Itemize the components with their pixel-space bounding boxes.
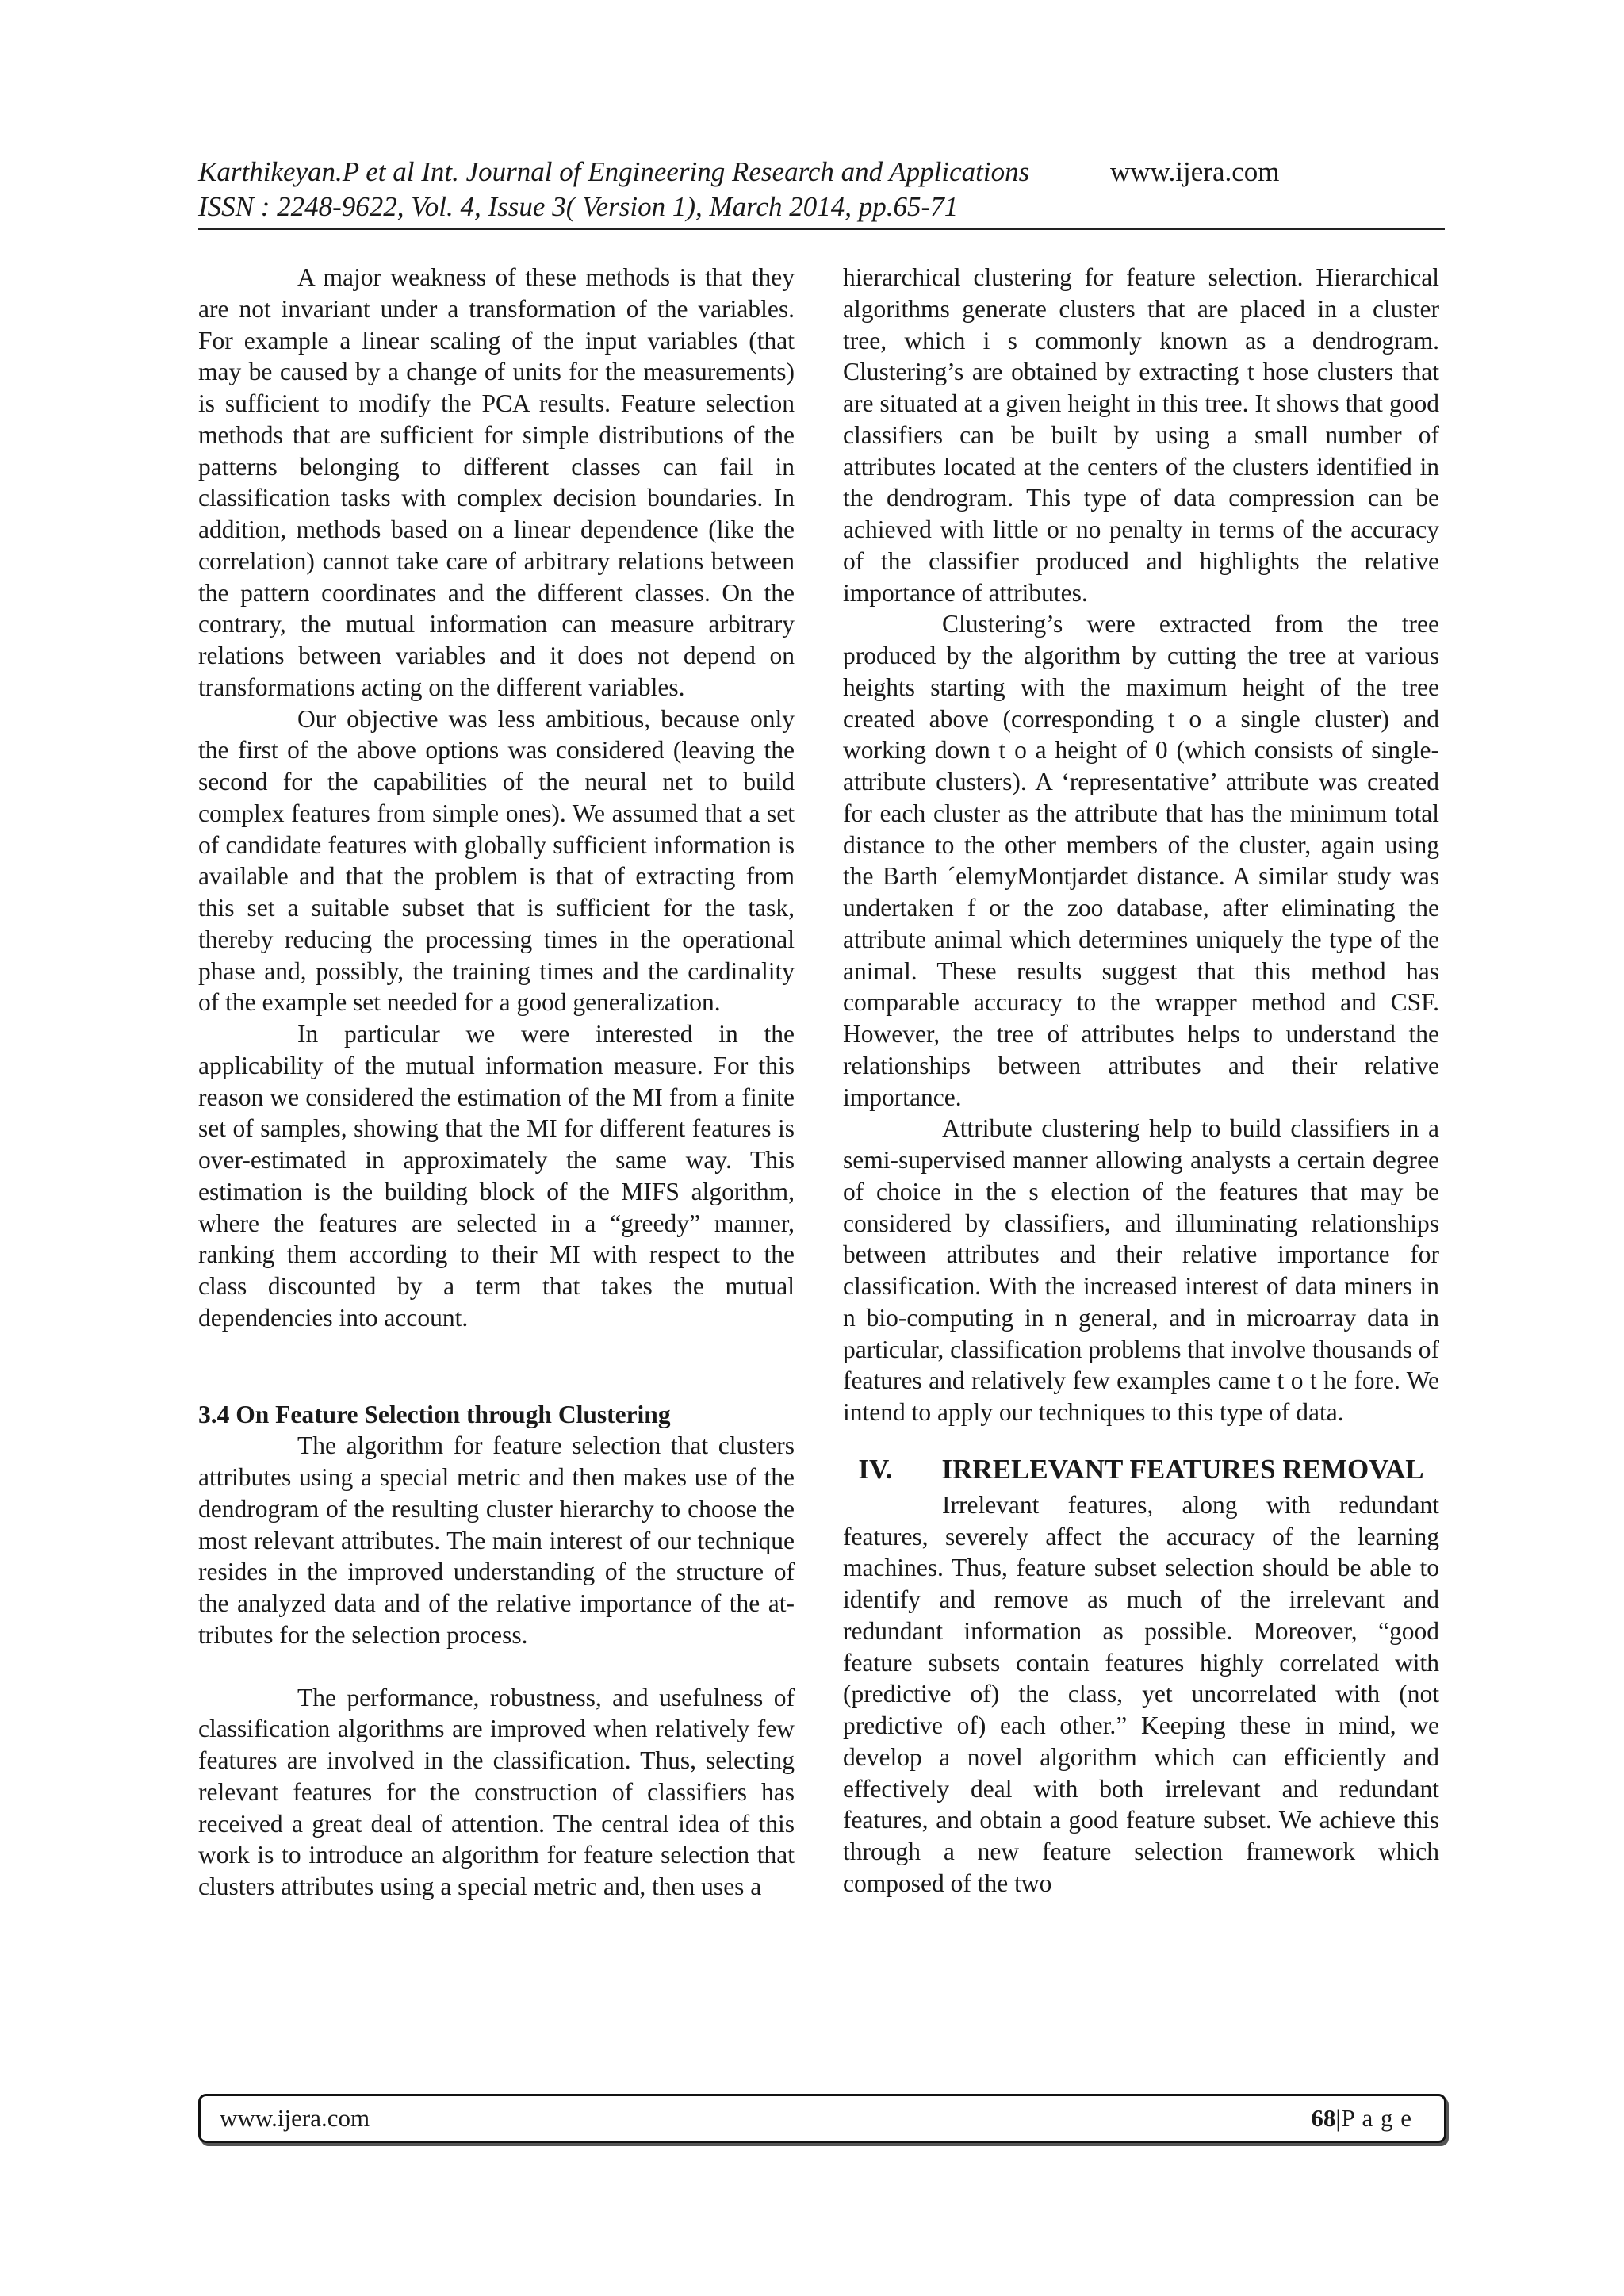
paragraph: Clustering’s were extracted from the tree produced by the algorithm by cutting the tree at various heights starting with the maximum height of the tree created above (corresponding t o a single cluster) and working down t o a height of 0 (which consists of single-attribute clusters). A ‘representative’ attribute was created for each cluster as the attribute that has the minimum total distance to the other members of the cluster, again using the Barth ´elemyMontjardet distance. A similar study was undertaken f or the zoo database, after eliminating the attribute animal which determines uniquely the type of the animal. These results suggest that this method has comparable accuracy to the wrapper method and CSF. However, the tree of attributes helps to understand the relationships between attributes and their relative importance. bbox=[843, 610, 1439, 1111]
spacer bbox=[198, 1334, 795, 1399]
header-divider bbox=[198, 228, 1445, 230]
spacer bbox=[198, 1651, 795, 1682]
paragraph: hierarchical clustering for feature selection. Hierarchical algorithms generate clusters that are placed in a cluster tree, which i s commonly known as a dendrogram. Clustering’s are obtained by extracting t hose clusters that are situated at a given height in this tree. It shows that good classifiers can be built by using a small number of attributes located at the centers of the clusters identified in the dendrogram. This type of data compression can be achieved with little or no penalty in terms of the accuracy of the classifier produced and highlights the relative importance of attributes. bbox=[843, 263, 1439, 607]
section-title: IRRELEVANT FEATURES REMOVAL bbox=[941, 1453, 1424, 1485]
left-column bbox=[198, 262, 795, 1903]
page-label: |P a g e bbox=[1335, 2104, 1412, 2132]
footer-journal-url[interactable]: www.ijera.com bbox=[220, 2104, 370, 2132]
header-citation: Karthikeyan.P et al Int. Journal of Engineering Research and Applications bbox=[198, 156, 1030, 187]
section-heading-iv bbox=[843, 1452, 1439, 1486]
paragraph: The performance, robustness, and usefulness of classification algorithms are improved when relatively few features are involved in the classification. Thus, selecting relevant features for the construction of classifiers has received a great deal of attention. The central idea of this work is to introduce an algorithm for feature selection that clusters attributes using a special metric and, then uses a bbox=[198, 1683, 795, 1900]
paragraph: In particular we were interested in the applicability of the mutual information measure. For this reason we considered the estimation of the MI from a finite set of samples, showing that the MI for different features is over-estimated in approximately the same way. This estimation is the building block of the MIFS algorithm, where the features are selected in a “greedy” manner, ranking them according to their MI with respect to the class discounted by a term that takes the mutual dependencies into account. bbox=[198, 1020, 795, 1332]
page-footer bbox=[198, 2094, 1446, 2143]
header-issue: ISSN : 2248-9622, Vol. 4, Issue 3( Version 1), March 2014, pp.65-71 bbox=[198, 191, 959, 222]
section-number: IV. bbox=[858, 1453, 893, 1485]
header-citation-row bbox=[198, 155, 1445, 190]
paragraph: Attribute clustering help to build classifiers in a semi-supervised manner allowing analysts a certain degree of choice in the s election of the features that may be considered by classifiers, and illuminating relationships between attributes and their relative importance for classification. With the increased interest of data miners in n bio-computing in n general, and in microarray data in particular, classification problems that involve thousands of features and relatively few examples came t o t he fore. We intend to apply our techniques to this type of data. bbox=[843, 1114, 1439, 1426]
right-column bbox=[843, 262, 1439, 1899]
page-number bbox=[1311, 2104, 1412, 2133]
header-journal-url[interactable]: www.ijera.com bbox=[1110, 156, 1280, 187]
paragraph: The algorithm for feature selection that clusters attributes using a special metric and then makes use of the dendrogram of the resulting cluster hierarchy to choose the most relevant attributes. The main interest of our technique resides in the improved understanding of the structure of the analyzed data and of the relative importance of the at-tributes for the selection process. bbox=[198, 1432, 795, 1649]
running-header bbox=[198, 155, 1445, 224]
paragraph: A major weakness of these methods is that they are not invariant under a transformation of the variables. For example a linear scaling of the input variables (that may be caused by a change of units for the measurements) is sufficient to modify the PCA results. Feature selection methods that are sufficient for simple distributions of the patterns belonging to different classes can fail in classification tasks with complex decision boundaries. In addition, methods based on a linear dependence (like the correlation) cannot take care of arbitrary relations between the pattern coordinates and the different classes. On the contrary, the mutual information can measure arbitrary relations between variables and it does not depend on transformations acting on the different variables. bbox=[198, 263, 795, 701]
paragraph: Irrelevant features, along with redundant features, severely affect the accuracy of the learning machines. Thus, feature subset selection should be able to identify and remove as much of the irrelevant and redundant information as possible. Moreover, “good feature subsets contain features highly correlated with (predictive of) the class, yet uncorrelated with (not predictive of) each other.” Keeping these in mind, we develop a novel algorithm which can efficiently and effectively deal with both irrelevant and redundant features, and obtain a good feature subset. We achieve this through a new feature selection framework which composed of the two bbox=[843, 1490, 1439, 1897]
section-heading: 3.4 On Feature Selection through Clustering bbox=[198, 1400, 671, 1428]
paragraph: Our objective was less ambitious, because only the first of the above options was considered (leaving the second for the capabilities of the neural net to build complex features from simple ones). We assumed that a set of candidate features with globally sufficient information is available and that the problem is that of extracting from this set a suitable subset that is sufficient for the task, thereby reducing the processing times in the operational phase and, possibly, the training times and the cardinality of the example set needed for a good generalization. bbox=[198, 704, 795, 1017]
page-number-value: 68 bbox=[1311, 2104, 1336, 2132]
